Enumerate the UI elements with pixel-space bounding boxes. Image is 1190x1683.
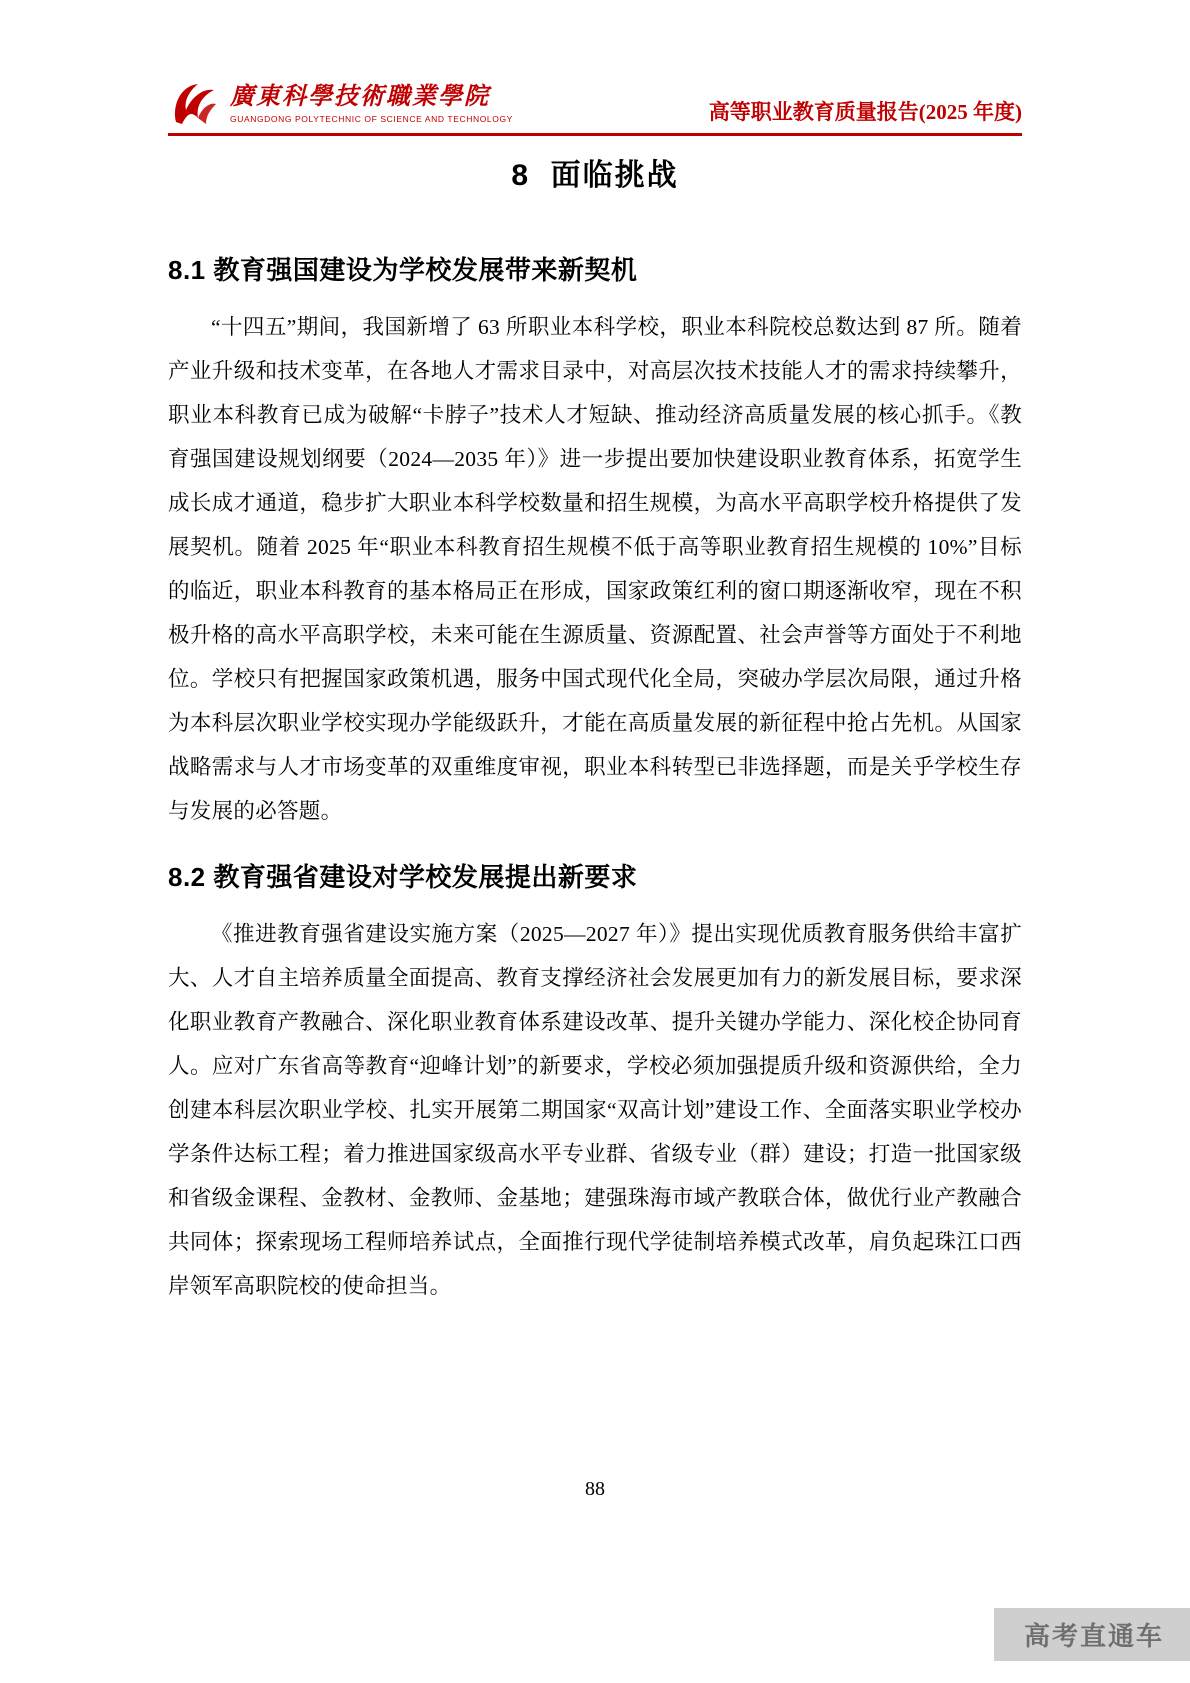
section-heading-8-1: 8.1 教育强国建设为学校发展带来新契机 [168, 255, 638, 285]
content-area [168, 226, 1022, 1316]
page-number: 88 [585, 1478, 605, 1500]
section-heading-8-2: 8.2 教育强省建设对学校发展提出新要求 [168, 862, 638, 892]
school-logo [168, 78, 513, 130]
report-title: 高等职业教育质量报告(2025 年度) [708, 100, 1022, 124]
school-logo-text [230, 84, 513, 124]
page-header [168, 62, 1022, 130]
section-body-8-2: 《推进教育强省建设实施方案（2025—2027 年）》提出实现优质教育服务供给丰富扩大、人才自主培养质量全面提高、教育支撑经济社会发展更加有力的新发展目标，要求深化职业教育产教融合、深化职业教育体系建设改革、提升关键办学能力、深化校企协同育人。应对广东省高等教育“迎峰计划”的新要求，学校必须加强提质升级和资源供给，全力创建本科层次职业学校、扎实开展第二期国家“双高计划”建设工作、全面落实职业学校办学条件达标工程；着力推进国家级高水平专业群、省级专业（群）建设；打造一批国家级和省级金课程、金教材、金教师、金基地；建强珠海市域产教联合体，做优行业产教融合共同体；探索现场工程师培养试点，全面推行现代学徒制培养模式改革，肩负起珠江口西岸领军高职院校的使命担当。 [168, 922, 1022, 1298]
school-logo-icon [168, 78, 220, 130]
school-name-en: GUANGDONG POLYTECHNIC OF SCIENCE AND TECHNOLOGY [230, 113, 513, 124]
section-body-8-1: “十四五”期间，我国新增了 63 所职业本科学校，职业本科院校总数达到 87 所。随着产业升级和技术变革，在各地人才需求目录中，对高层次技术技能人才的需求持续攀升，职业本科教育已成为破解“卡脖子”技术人才短缺、推动经济高质量发展的核心抓手。《教育强国建设规划纲要（2024—2035 年）》进一步提出要加快建设职业教育体系，拓宽学生成长成才通道，稳步扩大职业本科学校数量和招生规模，为高水平高职学校升格提供了发展契机。随着 2025 年“职业本科教育招生规模不低于高等职业教育招生规模的 10%”目标的临近，职业本科教育的基本格局正在形成，国家政策红利的窗口期逐渐收窄，现在不积极升格的高水平高职学校，未来可能在生源质量、资源配置、社会声誉等方面处于不利地位。学校只有把握国家政策机遇，服务中国式现代化全局，突破办学层次局限，通过升格为本科层次职业学校实现办学能级跃升，才能在高质量发展的新征程中抢占先机。从国家战略需求与人才市场变革的双重维度审视，职业本科转型已非选择题，而是关乎学校生存与发展的必答题。 [168, 315, 1022, 823]
chapter-title: 8 面临挑战 [511, 159, 679, 192]
header-divider [168, 133, 1022, 136]
school-name-cn: 廣東科學技術職業學院 [230, 84, 490, 111]
watermark-badge: 高考直通车 [994, 1608, 1190, 1661]
